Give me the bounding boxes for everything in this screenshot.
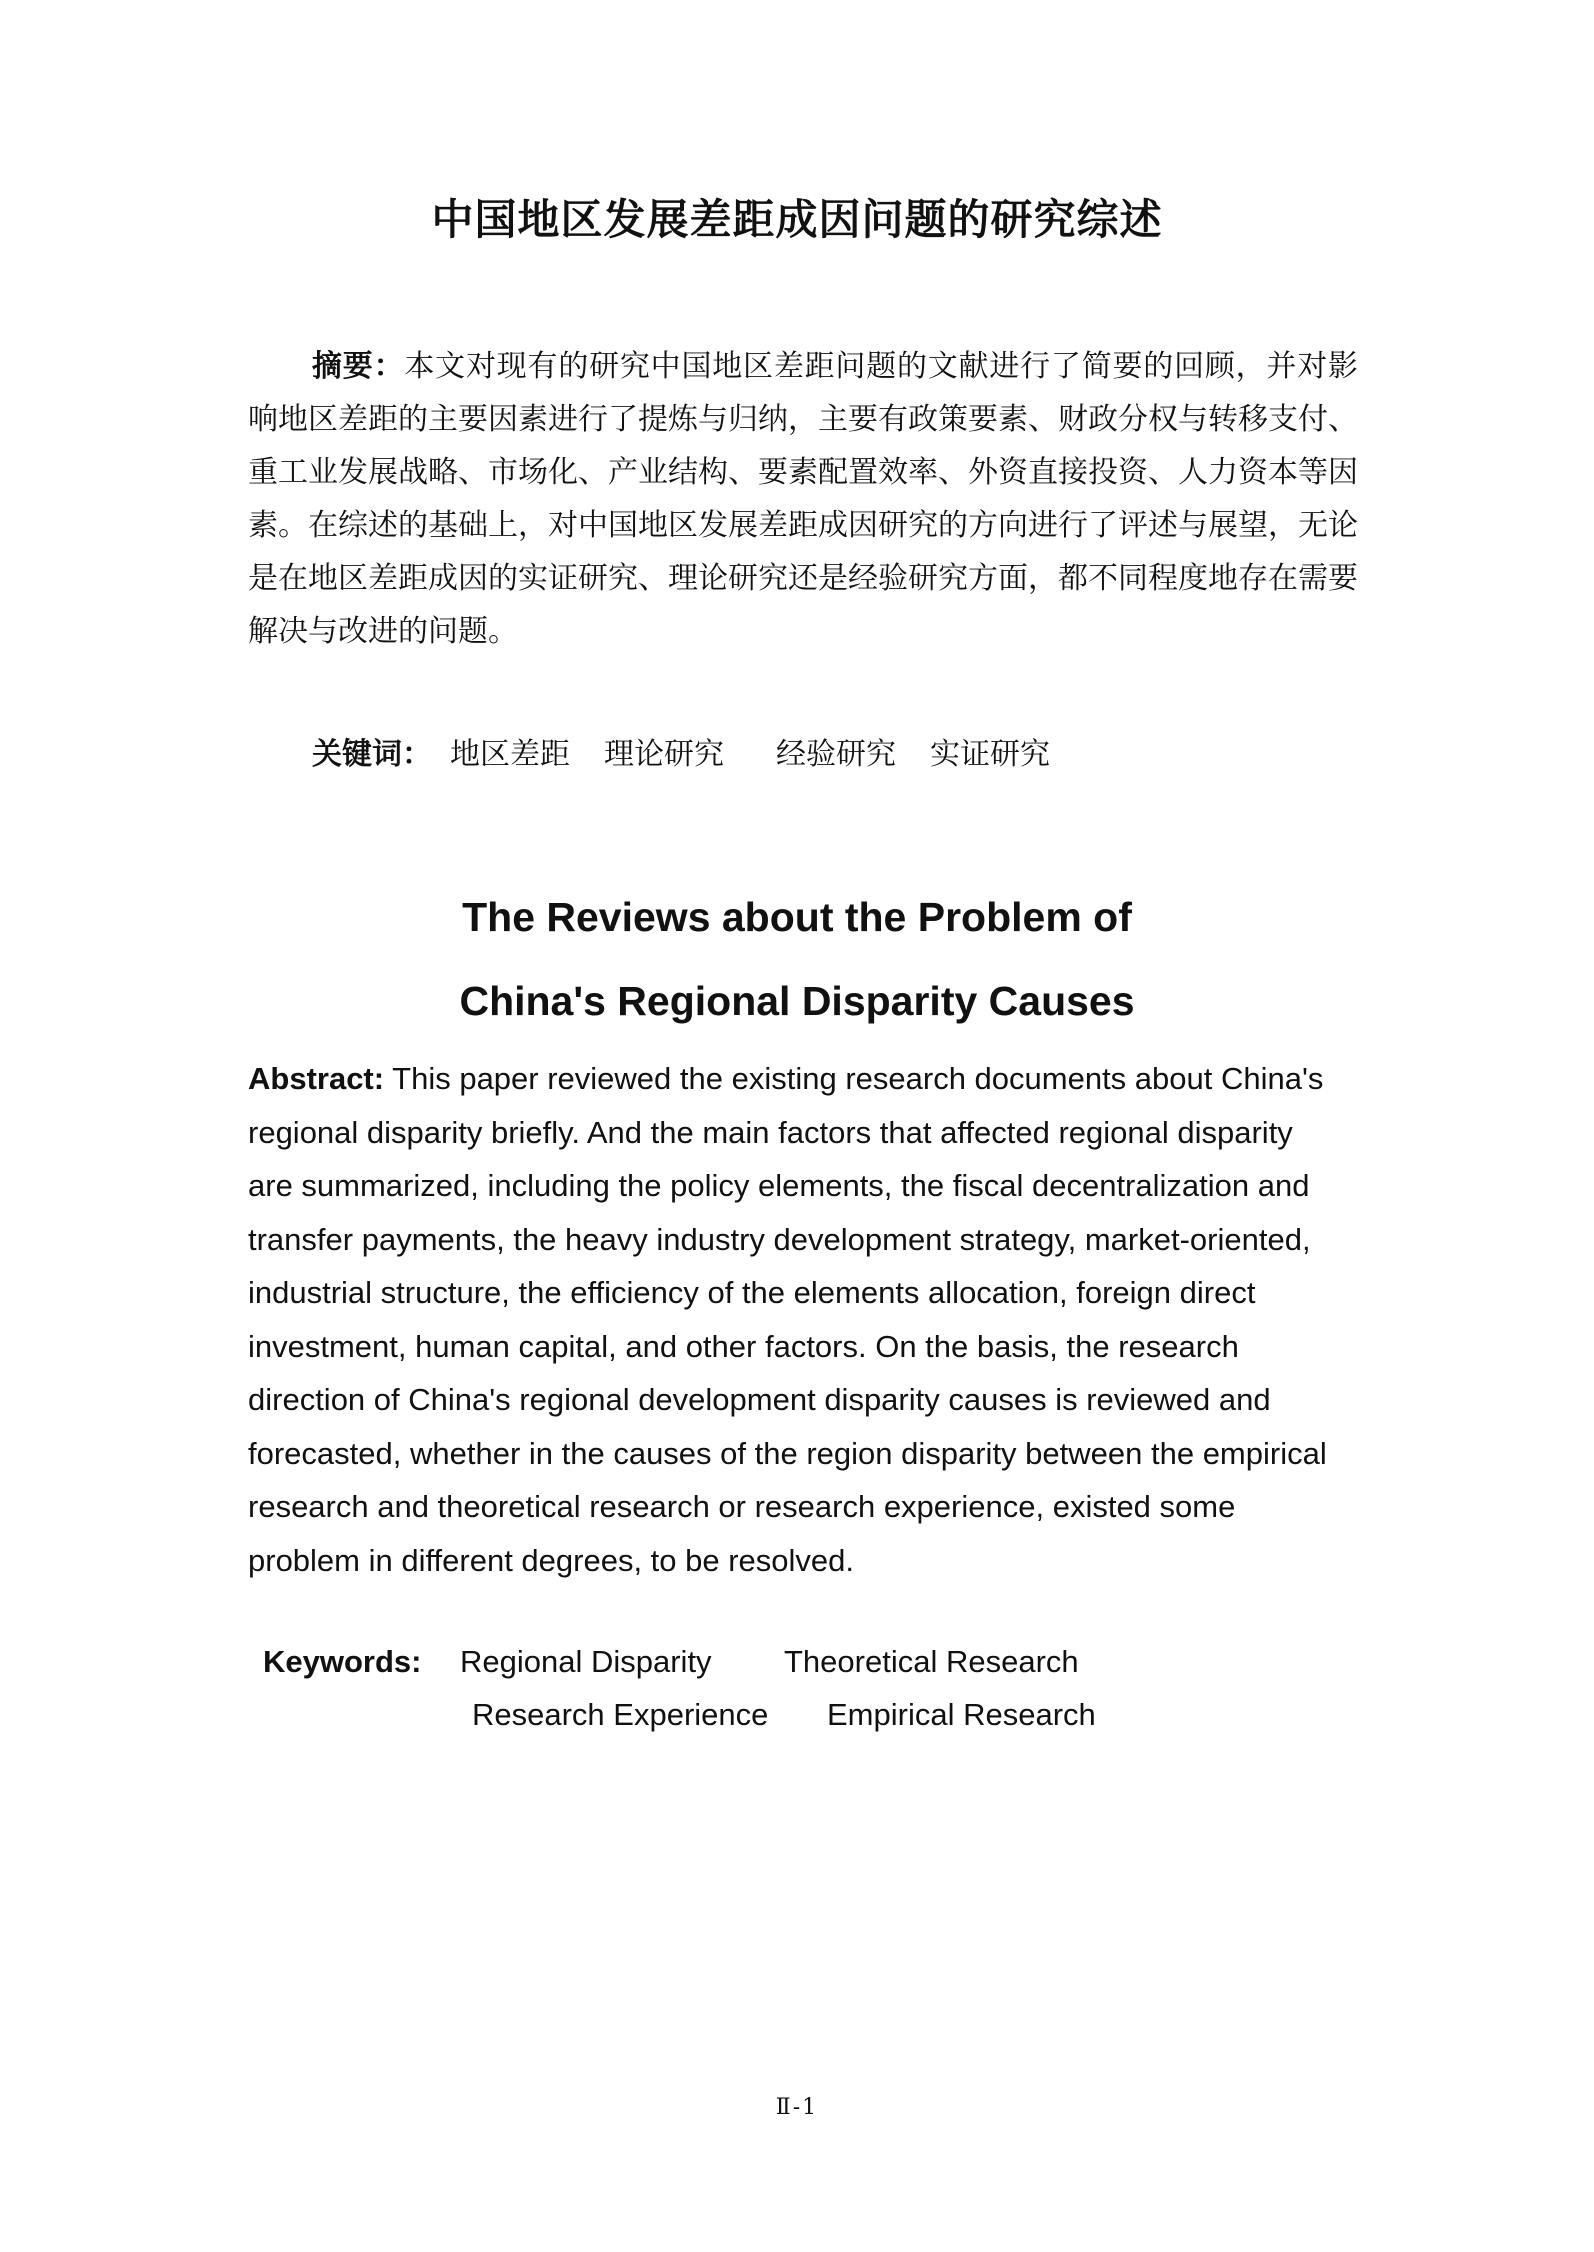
english-abstract-label: Abstract: [248, 1061, 385, 1096]
english-title-line-1: The Reviews about the Problem of [462, 894, 1132, 940]
english-keyword: Theoretical Research [784, 1644, 1079, 1679]
chinese-keyword: 经验研究 [776, 737, 896, 772]
english-keywords-row [263, 1688, 1096, 1741]
english-keywords [263, 1635, 1096, 1741]
english-abstract [248, 1052, 1360, 1587]
english-abstract-text: This paper reviewed the existing research documents about China's regional disparity briefly. And the main factors that affected regional disparity are summarized, including the policy elements, the fiscal decentralization and transfer payments, the heavy industry development strategy, market-oriented, industrial structure, the efficiency of the elements allocation, foreign direct investment, human capital, and other factors. On the basis, the research direction of China's regional development disparity causes is reviewed and forecasted, whether in the causes of the region disparity between the empirical research and theoretical research or research experience, existed some problem in different degrees, to be resolved. [248, 1061, 1327, 1578]
english-keyword: Regional Disparity [460, 1644, 712, 1679]
chinese-abstract-text: 本文对现有的研究中国地区差距问题的文献进行了简要的回顾，并对影响地区差距的主要因素进行了提炼与归纳，主要有政策要素、财政分权与转移支付、重工业发展战略、市场化、产业结构、要素配置效率、外资直接投资、人力资本等因素。在综述的基础上，对中国地区发展差距成因研究的方向进行了评述与展望，无论是在地区差距成因的实证研究、理论研究还是经验研究方面，都不同程度地存在需要解决与改进的问题。 [248, 349, 1359, 649]
page-number: Ⅱ-1 [775, 2095, 819, 2120]
english-keyword: Research Experience [472, 1697, 769, 1732]
english-keyword: Empirical Research [827, 1697, 1096, 1732]
chinese-keywords-label: 关键词： [312, 737, 432, 772]
chinese-title: 中国地区发展差距成因问题的研究综述 [431, 195, 1163, 244]
chinese-keyword: 实证研究 [930, 737, 1050, 772]
chinese-keyword: 地区差距 [450, 737, 570, 772]
english-title-line-2: China's Regional Disparity Causes [459, 978, 1135, 1024]
english-keywords-label: Keywords: [263, 1644, 422, 1679]
chinese-keywords [312, 728, 1050, 781]
chinese-keyword: 理论研究 [604, 737, 724, 772]
chinese-abstract-label: 摘要： [312, 349, 405, 384]
chinese-abstract [248, 340, 1358, 658]
english-keywords-row [263, 1635, 1096, 1688]
